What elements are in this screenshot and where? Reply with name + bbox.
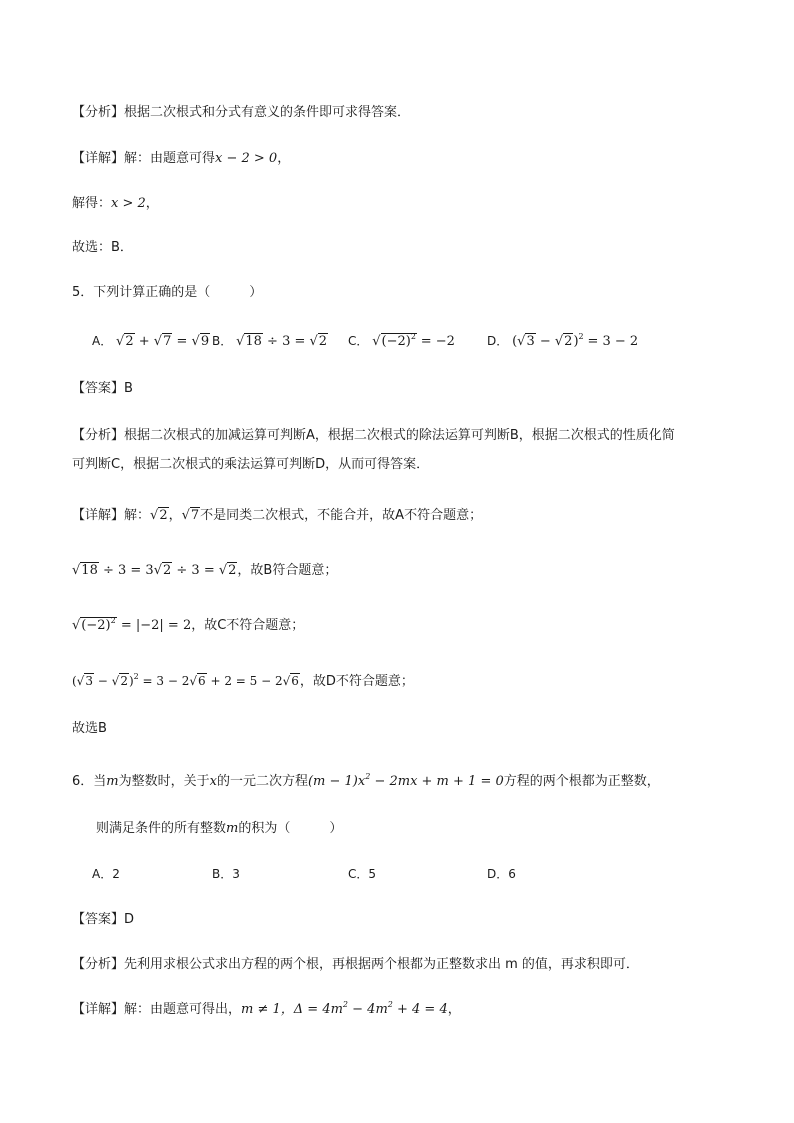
option-d-label: D． xyxy=(487,334,509,348)
option-d: D．6 xyxy=(487,867,516,881)
option-b-label: B． xyxy=(212,334,233,348)
detail-math: m ≠ 1，$\Delta = 4m^2 - 4m^2 + 4 = 4$ xyxy=(241,1000,448,1017)
check-d-expr: $(√3 - √2)^2 = 3 - 2√6 + 2 = 5 - 2√6$ xyxy=(72,672,299,688)
solve-suffix: ， xyxy=(145,196,159,211)
solve-prefix: 解得： xyxy=(72,196,112,211)
option-b-expr: √18 ÷ 3 = √2 xyxy=(236,334,328,349)
stem-prefix: 6．当 xyxy=(72,774,107,789)
stem-mid1: 为整数时，关于 xyxy=(118,774,210,789)
check-b-line xyxy=(72,562,337,580)
check-d-line xyxy=(72,672,414,691)
detail-prefix: 【详解】解： xyxy=(72,508,151,523)
choice-line: 故选：B． xyxy=(72,240,133,255)
analysis-line-1: 【分析】根据二次根式的加减运算可判断A，根据二次根式的除法运算可判断B，根据二次根式的性质化简 xyxy=(72,428,675,443)
question-6-stem xyxy=(72,773,660,791)
stem-line2-suffix: 的积为（ ） xyxy=(238,821,343,836)
equation: $(m - 1)x^2 - 2mx + m + 1 = 0$ xyxy=(307,772,504,789)
detail-text: 不是同类二次根式，不能合并，故A不符合题意； xyxy=(200,508,483,523)
option-d xyxy=(487,332,638,351)
var-x: x xyxy=(209,774,217,789)
check-c-line xyxy=(72,617,304,635)
stem-mid2: 的一元二次方程 xyxy=(216,774,308,789)
var-m: m xyxy=(226,821,239,836)
question-5-stem: 5．下列计算正确的是（ ） xyxy=(72,285,263,300)
option-a: A．2 xyxy=(92,867,120,881)
option-c-label: C． xyxy=(348,334,369,348)
detail-prefix: 【详解】解：由题意可得 xyxy=(72,151,216,166)
option-a-label: A． xyxy=(92,334,113,348)
detail-prefix: 【详解】解：由题意可得出， xyxy=(72,1002,242,1017)
option-b xyxy=(212,332,328,351)
q5-choice-line: 故选B xyxy=(72,721,107,736)
option-c-result: = −2 xyxy=(420,334,455,349)
detail-suffix: ， xyxy=(277,151,291,166)
q6-analysis-line: 【分析】先利用求根公式求出方程的两个根，再根据两个根都为正整数求出 m 的值，再求积即可． xyxy=(72,957,639,972)
option-a-expr: √2 + √7 = √9 xyxy=(116,334,210,349)
option-c-expr: $√(-2)^2$ xyxy=(372,332,416,349)
option-d-result: = 3 − 2 xyxy=(587,334,639,349)
check-c-expr: $√(-2)^2 = |-2| = 2$ xyxy=(72,616,192,633)
option-b: B．3 xyxy=(212,867,240,881)
check-d-text: ，故D不符合题意； xyxy=(299,674,414,689)
q6-detail-line xyxy=(72,1001,461,1019)
answer-line: 【答案】B xyxy=(72,381,133,396)
option-a xyxy=(92,332,210,351)
option-c: C．5 xyxy=(348,867,377,881)
solve-line xyxy=(72,195,159,213)
check-b-expr: √18 ÷ 3 = 3√2 ÷ 3 = √2 xyxy=(72,563,237,578)
option-d-expr: $(√3 - √2)^2$ xyxy=(512,332,584,349)
option-c xyxy=(348,332,455,351)
check-c-text: ，故C不符合题意； xyxy=(191,618,305,633)
stem-line2-prefix: 则满足条件的所有整数 xyxy=(96,821,227,836)
detail-line xyxy=(72,150,290,168)
solution-expr: x > 2 xyxy=(111,196,146,211)
inequality-expr: x − 2 > 0 xyxy=(215,151,278,166)
analysis-line-2: 可判断C，根据二次根式的乘法运算可判断D，从而可得答案． xyxy=(72,457,430,472)
q5-detail-line xyxy=(72,507,482,525)
q6-answer-line: 【答案】D xyxy=(72,912,135,927)
var-m: m xyxy=(106,774,119,789)
analysis-line: 【分析】根据二次根式和分式有意义的条件即可求得答案． xyxy=(72,105,411,120)
stem-suffix: 方程的两个根都为正整数， xyxy=(503,774,660,789)
question-6-stem-line2 xyxy=(96,820,342,838)
check-b-text: ，故B符合题意； xyxy=(237,563,338,578)
detail-suffix: ， xyxy=(447,1002,461,1017)
detail-radicals: √2，√7 xyxy=(150,508,200,523)
